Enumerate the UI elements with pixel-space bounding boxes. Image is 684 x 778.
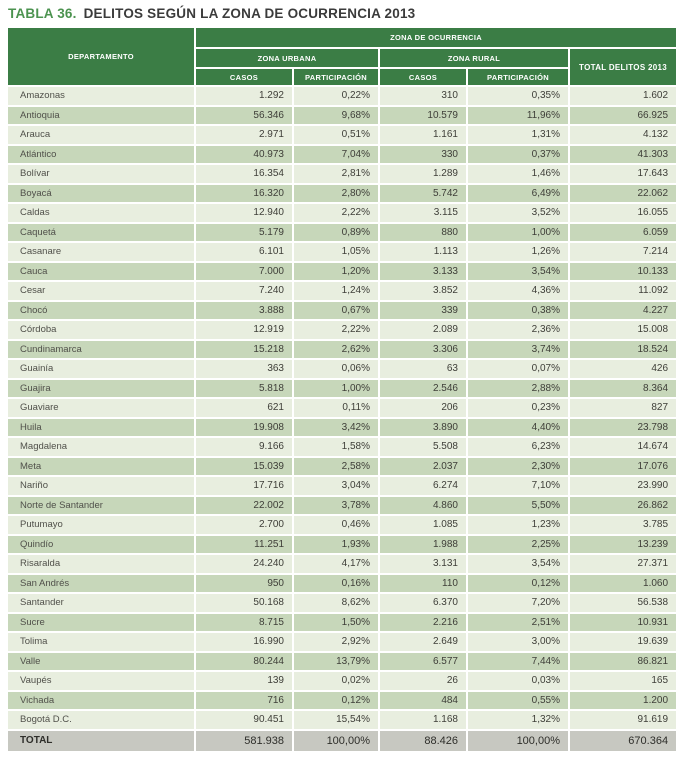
rural-casos: 3.131 <box>380 555 466 573</box>
department-name: San Andrés <box>8 575 194 593</box>
table-row <box>8 594 676 612</box>
rural-casos: 3.115 <box>380 204 466 222</box>
department-name: Boyacá <box>8 185 194 203</box>
total-delitos: 86.821 <box>570 653 676 671</box>
department-name: Guajira <box>8 380 194 398</box>
total-delitos: 17.643 <box>570 165 676 183</box>
urban-casos: 19.908 <box>196 419 292 437</box>
urban-participacion: 1,58% <box>294 438 378 456</box>
total-delitos: 14.674 <box>570 438 676 456</box>
urban-participacion: 2,58% <box>294 458 378 476</box>
header-zona-de-ocurrencia: ZONA DE OCURRENCIA <box>196 28 676 47</box>
urban-participacion: 0,51% <box>294 126 378 144</box>
total-delitos: 11.092 <box>570 282 676 300</box>
table-row <box>8 399 676 417</box>
total-rural-casos: 88.426 <box>380 731 466 751</box>
table-row <box>8 185 676 203</box>
urban-casos: 7.000 <box>196 263 292 281</box>
delitos-zona-table <box>6 26 678 753</box>
department-name: Santander <box>8 594 194 612</box>
table-row <box>8 516 676 534</box>
rural-participacion: 1,31% <box>468 126 568 144</box>
rural-casos: 6.577 <box>380 653 466 671</box>
rural-participacion: 0,38% <box>468 302 568 320</box>
urban-casos: 15.218 <box>196 341 292 359</box>
urban-casos: 40.973 <box>196 146 292 164</box>
rural-casos: 206 <box>380 399 466 417</box>
rural-casos: 6.274 <box>380 477 466 495</box>
department-name: Sucre <box>8 614 194 632</box>
table-row <box>8 575 676 593</box>
urban-casos: 2.700 <box>196 516 292 534</box>
table-row <box>8 360 676 378</box>
rural-casos: 2.037 <box>380 458 466 476</box>
rural-participacion: 0,23% <box>468 399 568 417</box>
table-row <box>8 204 676 222</box>
urban-participacion: 7,04% <box>294 146 378 164</box>
rural-participacion: 0,35% <box>468 87 568 105</box>
table-row <box>8 614 676 632</box>
rural-participacion: 2,25% <box>468 536 568 554</box>
urban-participacion: 0,06% <box>294 360 378 378</box>
urban-casos: 716 <box>196 692 292 710</box>
rural-casos: 1.988 <box>380 536 466 554</box>
rural-casos: 339 <box>380 302 466 320</box>
department-name: Cauca <box>8 263 194 281</box>
table-row <box>8 341 676 359</box>
rural-participacion: 3,54% <box>468 555 568 573</box>
rural-casos: 2.216 <box>380 614 466 632</box>
department-name: Bogotá D.C. <box>8 711 194 729</box>
table-row <box>8 321 676 339</box>
table-row <box>8 477 676 495</box>
urban-participacion: 8,62% <box>294 594 378 612</box>
urban-casos: 139 <box>196 672 292 690</box>
table-header <box>8 28 676 85</box>
rural-participacion: 1,46% <box>468 165 568 183</box>
rural-casos: 484 <box>380 692 466 710</box>
table-row <box>8 224 676 242</box>
rural-casos: 880 <box>380 224 466 242</box>
table-row <box>8 438 676 456</box>
department-name: Risaralda <box>8 555 194 573</box>
department-name: Bolívar <box>8 165 194 183</box>
department-name: Vaupés <box>8 672 194 690</box>
total-delitos: 1.200 <box>570 692 676 710</box>
table-row <box>8 711 676 729</box>
total-delitos: 23.990 <box>570 477 676 495</box>
rural-participacion: 1,23% <box>468 516 568 534</box>
total-delitos: 41.303 <box>570 146 676 164</box>
urban-participacion: 2,22% <box>294 321 378 339</box>
rural-casos: 2.546 <box>380 380 466 398</box>
rural-casos: 1.161 <box>380 126 466 144</box>
header-row-1 <box>8 28 676 47</box>
table-footer <box>8 731 676 751</box>
rural-casos: 1.085 <box>380 516 466 534</box>
rural-participacion: 3,54% <box>468 263 568 281</box>
urban-casos: 90.451 <box>196 711 292 729</box>
total-row <box>8 731 676 751</box>
table-caption: DELITOS SEGÚN LA ZONA DE OCURRENCIA 2013 <box>83 6 416 21</box>
urban-participacion: 3,04% <box>294 477 378 495</box>
total-rural-participacion: 100,00% <box>468 731 568 751</box>
header-casos-urbana: CASOS <box>196 69 292 85</box>
header-participacion-urbana: PARTICIPACIÓN <box>294 69 378 85</box>
department-name: Guainía <box>8 360 194 378</box>
department-name: Nariño <box>8 477 194 495</box>
department-name: Caldas <box>8 204 194 222</box>
total-delitos: 165 <box>570 672 676 690</box>
rural-casos: 310 <box>380 87 466 105</box>
total-urban-casos: 581.938 <box>196 731 292 751</box>
rural-participacion: 7,10% <box>468 477 568 495</box>
table-row <box>8 380 676 398</box>
rural-casos: 63 <box>380 360 466 378</box>
rural-casos: 3.133 <box>380 263 466 281</box>
urban-participacion: 2,92% <box>294 633 378 651</box>
rural-casos: 10.579 <box>380 107 466 125</box>
urban-participacion: 0,89% <box>294 224 378 242</box>
urban-casos: 17.716 <box>196 477 292 495</box>
urban-participacion: 2,81% <box>294 165 378 183</box>
table-row <box>8 419 676 437</box>
department-name: Atlántico <box>8 146 194 164</box>
urban-participacion: 1,24% <box>294 282 378 300</box>
department-name: Meta <box>8 458 194 476</box>
rural-participacion: 6,23% <box>468 438 568 456</box>
department-name: Chocó <box>8 302 194 320</box>
urban-casos: 1.292 <box>196 87 292 105</box>
rural-participacion: 4,36% <box>468 282 568 300</box>
rural-casos: 330 <box>380 146 466 164</box>
urban-casos: 22.002 <box>196 497 292 515</box>
table-row <box>8 165 676 183</box>
total-delitos: 1.060 <box>570 575 676 593</box>
rural-casos: 1.289 <box>380 165 466 183</box>
rural-participacion: 11,96% <box>468 107 568 125</box>
urban-participacion: 0,16% <box>294 575 378 593</box>
rural-casos: 2.089 <box>380 321 466 339</box>
rural-participacion: 1,00% <box>468 224 568 242</box>
total-delitos: 827 <box>570 399 676 417</box>
urban-casos: 2.971 <box>196 126 292 144</box>
page-title <box>0 0 684 26</box>
rural-participacion: 7,20% <box>468 594 568 612</box>
department-name: Casanare <box>8 243 194 261</box>
total-delitos: 15.008 <box>570 321 676 339</box>
rural-participacion: 0,37% <box>468 146 568 164</box>
department-name: Vichada <box>8 692 194 710</box>
urban-participacion: 9,68% <box>294 107 378 125</box>
urban-casos: 56.346 <box>196 107 292 125</box>
table-row <box>8 263 676 281</box>
table-row <box>8 497 676 515</box>
rural-casos: 6.370 <box>380 594 466 612</box>
total-delitos: 426 <box>570 360 676 378</box>
urban-casos: 16.320 <box>196 185 292 203</box>
header-departamento: DEPARTAMENTO <box>8 28 194 85</box>
rural-participacion: 3,52% <box>468 204 568 222</box>
urban-casos: 3.888 <box>196 302 292 320</box>
department-name: Putumayo <box>8 516 194 534</box>
urban-participacion: 0,46% <box>294 516 378 534</box>
rural-participacion: 2,36% <box>468 321 568 339</box>
urban-casos: 7.240 <box>196 282 292 300</box>
total-delitos: 16.055 <box>570 204 676 222</box>
urban-participacion: 2,22% <box>294 204 378 222</box>
total-delitos: 4.227 <box>570 302 676 320</box>
header-casos-rural: CASOS <box>380 69 466 85</box>
urban-casos: 5.179 <box>196 224 292 242</box>
total-label: TOTAL <box>8 731 194 751</box>
total-delitos: 3.785 <box>570 516 676 534</box>
department-name: Huila <box>8 419 194 437</box>
urban-casos: 621 <box>196 399 292 417</box>
table-number-label: TABLA 36. <box>8 6 77 21</box>
urban-casos: 15.039 <box>196 458 292 476</box>
total-delitos: 27.371 <box>570 555 676 573</box>
rural-participacion: 0,07% <box>468 360 568 378</box>
urban-participacion: 13,79% <box>294 653 378 671</box>
table-row <box>8 672 676 690</box>
table-row <box>8 692 676 710</box>
department-name: Tolima <box>8 633 194 651</box>
urban-casos: 6.101 <box>196 243 292 261</box>
rural-participacion: 1,26% <box>468 243 568 261</box>
department-name: Arauca <box>8 126 194 144</box>
urban-participacion: 1,20% <box>294 263 378 281</box>
total-delitos: 10.133 <box>570 263 676 281</box>
urban-participacion: 3,78% <box>294 497 378 515</box>
urban-participacion: 0,02% <box>294 672 378 690</box>
table-row <box>8 302 676 320</box>
urban-casos: 12.940 <box>196 204 292 222</box>
urban-casos: 16.990 <box>196 633 292 651</box>
urban-participacion: 0,12% <box>294 692 378 710</box>
rural-participacion: 5,50% <box>468 497 568 515</box>
table-row <box>8 126 676 144</box>
rural-participacion: 0,03% <box>468 672 568 690</box>
total-delitos: 23.798 <box>570 419 676 437</box>
header-zona-urbana: ZONA URBANA <box>196 49 378 67</box>
urban-participacion: 0,11% <box>294 399 378 417</box>
urban-casos: 12.919 <box>196 321 292 339</box>
department-name: Magdalena <box>8 438 194 456</box>
department-name: Cesar <box>8 282 194 300</box>
department-name: Guaviare <box>8 399 194 417</box>
total-delitos: 7.214 <box>570 243 676 261</box>
table-row <box>8 243 676 261</box>
rural-casos: 26 <box>380 672 466 690</box>
total-delitos: 19.639 <box>570 633 676 651</box>
urban-casos: 16.354 <box>196 165 292 183</box>
department-name: Amazonas <box>8 87 194 105</box>
total-delitos: 8.364 <box>570 380 676 398</box>
rural-participacion: 3,74% <box>468 341 568 359</box>
total-delitos: 66.925 <box>570 107 676 125</box>
rural-participacion: 2,88% <box>468 380 568 398</box>
rural-casos: 3.306 <box>380 341 466 359</box>
total-delitos: 22.062 <box>570 185 676 203</box>
urban-casos: 8.715 <box>196 614 292 632</box>
total-delitos: 4.132 <box>570 126 676 144</box>
total-delitos: 18.524 <box>570 341 676 359</box>
urban-participacion: 0,22% <box>294 87 378 105</box>
urban-participacion: 1,05% <box>294 243 378 261</box>
rural-casos: 5.508 <box>380 438 466 456</box>
table-row <box>8 107 676 125</box>
table-row <box>8 458 676 476</box>
department-name: Valle <box>8 653 194 671</box>
table-row <box>8 282 676 300</box>
total-delitos: 1.602 <box>570 87 676 105</box>
urban-participacion: 2,62% <box>294 341 378 359</box>
department-name: Antioquia <box>8 107 194 125</box>
header-zona-rural: ZONA RURAL <box>380 49 568 67</box>
rural-participacion: 0,12% <box>468 575 568 593</box>
total-delitos: 13.239 <box>570 536 676 554</box>
total-delitos: 10.931 <box>570 614 676 632</box>
total-urban-participacion: 100,00% <box>294 731 378 751</box>
urban-participacion: 3,42% <box>294 419 378 437</box>
urban-casos: 363 <box>196 360 292 378</box>
rural-participacion: 2,30% <box>468 458 568 476</box>
rural-participacion: 4,40% <box>468 419 568 437</box>
header-participacion-rural: PARTICIPACIÓN <box>468 69 568 85</box>
total-delitos: 17.076 <box>570 458 676 476</box>
table-body <box>8 87 676 729</box>
rural-casos: 1.168 <box>380 711 466 729</box>
table-row <box>8 87 676 105</box>
urban-casos: 80.244 <box>196 653 292 671</box>
rural-casos: 2.649 <box>380 633 466 651</box>
urban-casos: 5.818 <box>196 380 292 398</box>
table-row <box>8 146 676 164</box>
table-row <box>8 555 676 573</box>
urban-participacion: 1,93% <box>294 536 378 554</box>
total-delitos: 26.862 <box>570 497 676 515</box>
rural-participacion: 2,51% <box>468 614 568 632</box>
rural-participacion: 6,49% <box>468 185 568 203</box>
urban-participacion: 1,00% <box>294 380 378 398</box>
rural-participacion: 3,00% <box>468 633 568 651</box>
department-name: Quindío <box>8 536 194 554</box>
table-row <box>8 536 676 554</box>
total-delitos: 56.538 <box>570 594 676 612</box>
total-delitos: 6.059 <box>570 224 676 242</box>
department-name: Córdoba <box>8 321 194 339</box>
urban-casos: 950 <box>196 575 292 593</box>
department-name: Caquetá <box>8 224 194 242</box>
rural-participacion: 0,55% <box>468 692 568 710</box>
rural-participacion: 7,44% <box>468 653 568 671</box>
department-name: Norte de Santander <box>8 497 194 515</box>
table-row <box>8 633 676 651</box>
urban-casos: 50.168 <box>196 594 292 612</box>
total-delitos-2013: 670.364 <box>570 731 676 751</box>
rural-casos: 3.852 <box>380 282 466 300</box>
rural-casos: 4.860 <box>380 497 466 515</box>
rural-casos: 1.113 <box>380 243 466 261</box>
department-name: Cundinamarca <box>8 341 194 359</box>
urban-participacion: 2,80% <box>294 185 378 203</box>
total-delitos: 91.619 <box>570 711 676 729</box>
table-row <box>8 653 676 671</box>
rural-participacion: 1,32% <box>468 711 568 729</box>
urban-participacion: 15,54% <box>294 711 378 729</box>
urban-participacion: 1,50% <box>294 614 378 632</box>
rural-casos: 3.890 <box>380 419 466 437</box>
rural-casos: 110 <box>380 575 466 593</box>
urban-casos: 11.251 <box>196 536 292 554</box>
urban-participacion: 0,67% <box>294 302 378 320</box>
rural-casos: 5.742 <box>380 185 466 203</box>
header-total-delitos-2013: TOTAL DELITOS 2013 <box>570 49 676 85</box>
urban-participacion: 4,17% <box>294 555 378 573</box>
urban-casos: 24.240 <box>196 555 292 573</box>
urban-casos: 9.166 <box>196 438 292 456</box>
